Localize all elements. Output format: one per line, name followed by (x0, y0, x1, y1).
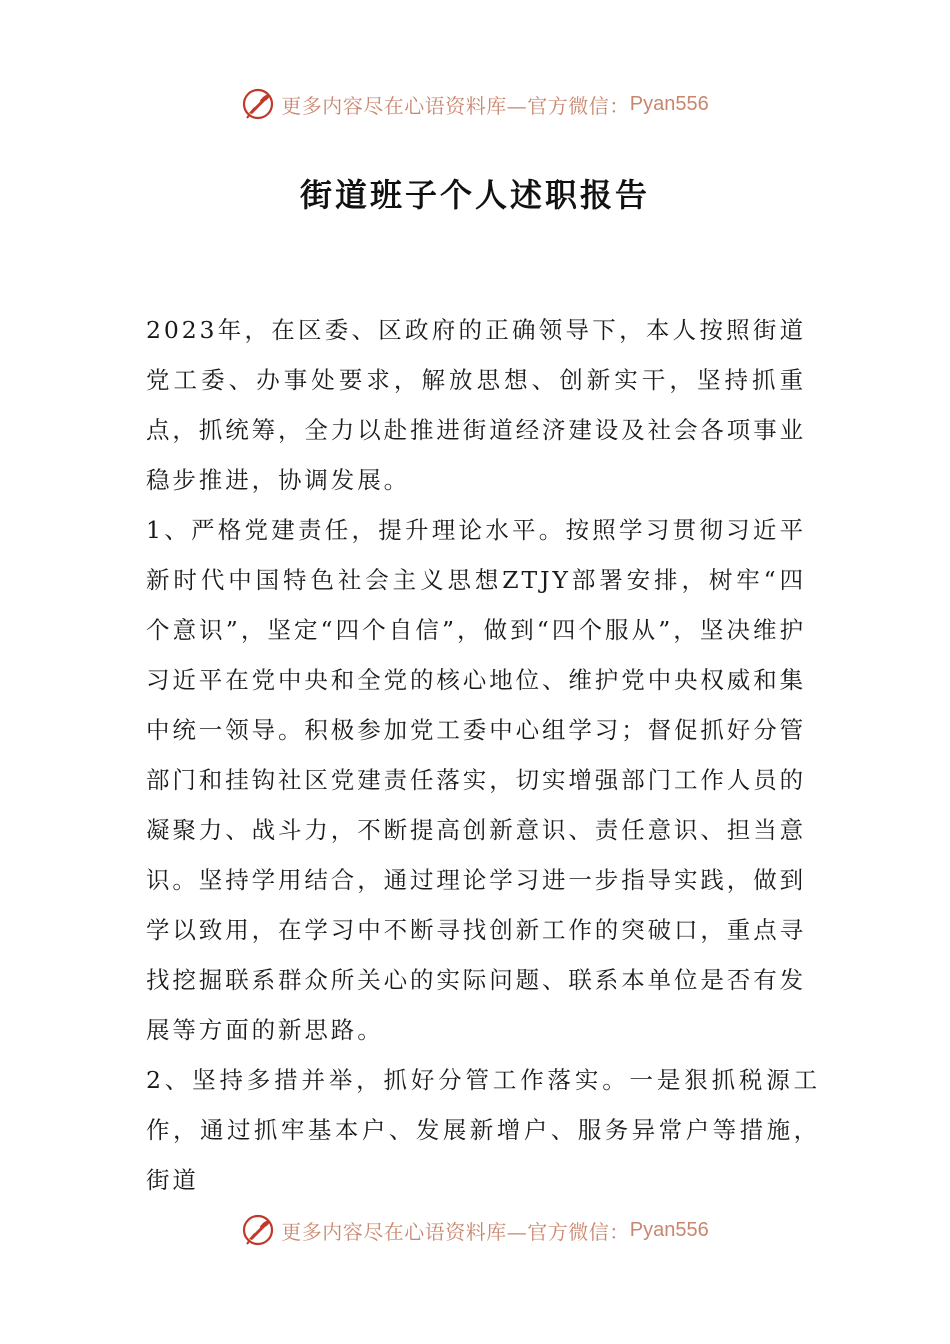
paragraph-intro: 2023年，在区委、区政府的正确领导下，本人按照街道党工委、办事处要求，解放思想、创新实干，坚持抓重点，抓统筹，全力以赴推进街道经济建设及社会各项事业稳步推进，协调发展。 (146, 316, 806, 494)
paragraph-section-2: 2、坚持多措并举，抓好分管工作落实。一是狠抓税源工作，通过抓牢基本户、发展新增户、服务异常户等措施，街道 (146, 1066, 820, 1194)
watermark-text: 更多内容尽在心语资料库—官方微信： (281, 93, 630, 118)
footer-watermark (0, 1210, 950, 1250)
document-title: 街道班子个人述职报告 (299, 176, 650, 214)
header-watermark (0, 84, 950, 124)
watermark-handle: Pyan556 (629, 92, 709, 115)
quill-pen-logo-icon (241, 1213, 275, 1247)
watermark-text: 更多内容尽在心语资料库—官方微信： (281, 1219, 630, 1244)
quill-pen-logo-icon (241, 87, 275, 121)
paragraph-section-1: 1、严格党建责任，提升理论水平。按照学习贯彻习近平新时代中国特色社会主义思想ZTJY部署安排，树牢“四个意识”，坚定“四个自信”，做到“四个服从”，坚决维护习近平在党中央和全党的核心地位、维护党中央权威和集中统一领导。积极参加党工委中心组学习；督促抓好分管部门和挂钩社区党建责任落实，切实增强部门工作人员的凝聚力、战斗力，不断提高创新意识、责任意识、担当意识。坚持学用结合，通过理论学习进一步指导实践，做到学以致用，在学习中不断寻找创新工作的突破口，重点寻找挖掘联系群众所关心的实际问题、联系本单位是否有发展等方面的新思路。 (146, 516, 806, 1044)
document-body (146, 305, 820, 1205)
watermark-handle: Pyan556 (629, 1218, 709, 1241)
